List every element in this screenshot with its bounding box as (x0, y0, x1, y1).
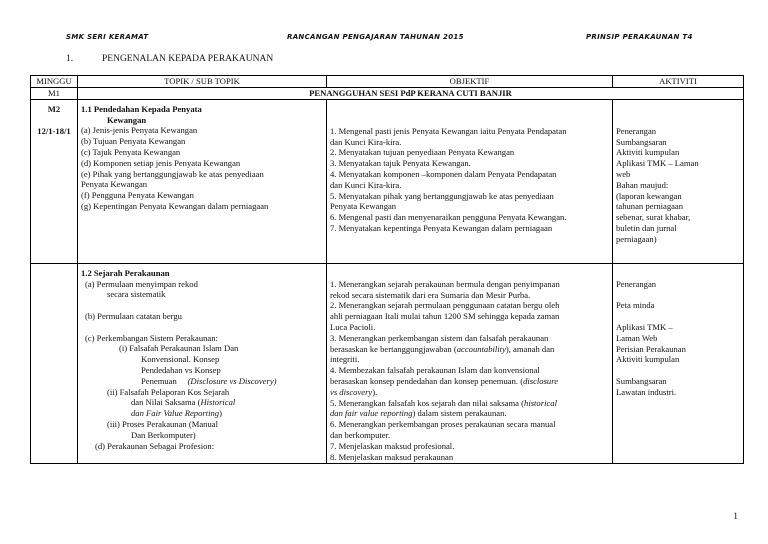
subject-title: PRINSIP PERAKAUNAN T4 (586, 33, 693, 41)
week-m2-cell (31, 99, 78, 263)
list-item: (e) Pihak yang bertanggungjawab ke atas penyediaan (81, 168, 264, 179)
list-item: Sumbangsaran (616, 136, 667, 147)
list-item: Dan Berkomputer) (131, 429, 196, 440)
list-item: Pendedahan vs Konsep (141, 364, 221, 375)
list-item: 1. Menerangkan sejarah perakaunan bermula dengan penyimpanan (330, 278, 560, 289)
activity-m3-cell (613, 263, 744, 464)
list-item: dan Nilai Saksama (Historical (131, 397, 236, 408)
week-m2: M2 (47, 103, 61, 114)
list-item: dan Fair Value Reporting) (131, 408, 222, 419)
list-item: (d) Komponen setiap jenis Penyata Kewangan (81, 157, 241, 168)
list-item: Sumbangsaran (616, 375, 667, 386)
list-item: Aktiviti kumpulan (616, 147, 680, 158)
list-item: Aplikasi TMK – (616, 321, 673, 332)
list-item: 7. Menjelaskan maksud profesional. (330, 440, 455, 451)
list-item: 1. Mengenal pasti jenis Penyata Kewangan iaitu Penyata Pendapatan (330, 125, 567, 136)
table-header-row (31, 76, 744, 88)
list-item: Aplikasi TMK – Laman (616, 158, 699, 169)
topic-title: 1.2 Sejarah Perakaunan (81, 267, 170, 278)
page-number: 1 (733, 512, 738, 522)
topic-m2-cell (78, 99, 327, 263)
list-item: 7. Menyatakan kepentinga Penyata Kewangan dalam perniagaan (330, 222, 553, 233)
list-item: (f) Pengguna Penyata Kewangan (81, 190, 194, 201)
week-m1: M1 (31, 88, 78, 100)
topic-title: 1.1 Pendedahan Kepada Penyata (81, 103, 202, 114)
list-item: dan fair value reporting) dalam sistem perakaunan. (330, 408, 507, 419)
list-item: (b) Permulaan catatan bergu (85, 310, 182, 321)
section-title: PENGENALAN KEPADA PERAKAUNAN (102, 54, 274, 64)
list-item: 5. Menerangkan falsafah kos sejarah dan nilai saksama (historical (330, 397, 557, 408)
header-minggu: MINGGU (31, 76, 78, 88)
objective-m3-cell (327, 263, 613, 464)
list-item: (b) Tujuan Penyata Kewangan (81, 136, 186, 147)
list-item: rekod secara sistematik dari era Sumaria dan Mesir Purba. (330, 289, 531, 300)
lesson-plan-table (30, 75, 744, 464)
list-item: (g) Kepentingan Penyata Kewangan dalam perniagaan (81, 200, 269, 211)
list-item: (a) Permulaan menyimpan rekod (85, 278, 198, 289)
list-item: Lawatan industri. (616, 386, 677, 397)
plan-title: RANCANGAN PENGAJARAN TAHUNAN 2015 (287, 33, 464, 41)
table-row-m2 (31, 99, 744, 263)
list-item: dan berkomputer. (330, 429, 391, 440)
list-item: Penerangan (616, 278, 657, 289)
list-item: web (616, 168, 631, 179)
list-item: Peta minda (616, 300, 655, 311)
list-item: (laporan kewangan (616, 190, 682, 201)
list-item: Konvensional. Konsep (141, 354, 220, 365)
list-item: vs discovery). (330, 386, 378, 397)
header-aktiviti: AKTIVITI (613, 76, 744, 88)
header-topik: TOPIK / SUB TOPIK (78, 76, 327, 88)
list-item: Bahan maujud: (616, 179, 669, 190)
table-row-m3 (31, 263, 744, 464)
list-item: Penemuan (Disclosure vs Discovery) (141, 375, 277, 386)
list-item: sebenar, surat khabar, (616, 212, 691, 223)
list-item: Luca Pacioli. (330, 321, 376, 332)
list-item: 4. Membezakan falsafah perakaunan Islam dan konvensional (330, 365, 540, 376)
list-item: ahli perniagaan Itali mulai tahun 1200 SM sehingga kepada zaman (330, 311, 560, 322)
list-item: 8. Menjelaskan maksud perakaunan (330, 451, 454, 462)
list-item: integriti. (330, 354, 360, 365)
list-item: dan Kunci Kira-kira. (330, 179, 402, 190)
list-item: Penyata Kewangan (330, 201, 397, 212)
list-item: 4. Menyatakan komponen –komponen dalam Penyata Pendapatan (330, 168, 557, 179)
list-item: 3. Menyatakan tajuk Penyata Kewangan. (330, 158, 471, 169)
list-item: (a) Jenis-jenis Penyata Kewangan (81, 125, 198, 136)
topic-m3-cell (78, 263, 327, 464)
school-name: SMK SERI KERAMAT (66, 33, 149, 41)
list-item: 3. Menerangkan perkembangan sistem dan falsafah perakaunan (330, 332, 549, 343)
list-item: Perisian Perakaunan (616, 343, 686, 354)
topic-title-cont: Kewangan (107, 114, 147, 125)
list-item: Penyata Kewangan (81, 179, 148, 190)
list-item: 2. Menerangkan sejarah permulaan penggunaan catatan bergu oleh (330, 300, 560, 311)
list-item: Laman Web (616, 332, 658, 343)
list-item: 6. Menerangkan perkembangan proses perakaunan secara manual (330, 419, 556, 430)
list-item: berasaskan ke bertanggungjawaban (accountability), amanah dan (330, 343, 555, 354)
list-item: dan Kunci Kira-kira. (330, 136, 402, 147)
list-item: (ii) Falsafah Pelaporan Kos Sejarah (107, 386, 230, 397)
list-item: berasaskan konsep pendedahan dan konsep penemuan. (disclosure (330, 375, 559, 386)
objective-m2-cell (327, 99, 613, 263)
list-item: tahunan perniagaan (616, 201, 684, 212)
list-item: (c) Tajuk Penyata Kewangan (81, 146, 181, 157)
header-objektif: OBJEKTIF (327, 76, 613, 88)
list-item: (d) Perakaunan Sebagai Profesion: (95, 440, 215, 451)
table-row-m1 (31, 88, 744, 100)
list-item: buletin dan jurnal (616, 222, 677, 233)
week-m3-cell (31, 263, 78, 464)
list-item: 6. Mengenal pasti dan menyenaraikan pengguna Penyata Kewangan. (330, 212, 567, 223)
list-item: secara sistematik (107, 289, 166, 300)
list-item: perniagaan) (616, 233, 657, 244)
section-number: 1. (66, 54, 74, 64)
postponement-note: PENANGGUHAN SESI PdP KERANA CUTI BANJIR (78, 88, 744, 100)
activity-m2-cell (613, 99, 744, 263)
week-m2-dates: 12/1-18/1 (37, 125, 71, 136)
list-item: 5. Menyatakan pihak yang bertanggungjawab ke atas penyediaan (330, 190, 554, 201)
list-item: 2. Menyatakan tujuan penyediaan Penyata Kewangan (330, 147, 515, 158)
list-item: Penerangan (616, 125, 657, 136)
list-item: (c) Perkembangan Sistem Perakaunan: (85, 332, 218, 343)
list-item: Aktiviti kumpulan (616, 354, 680, 365)
list-item: (i) Falsafah Perakaunan Islam Dan (119, 343, 239, 354)
list-item: (iii) Proses Perakaunan (Manual (107, 418, 218, 429)
